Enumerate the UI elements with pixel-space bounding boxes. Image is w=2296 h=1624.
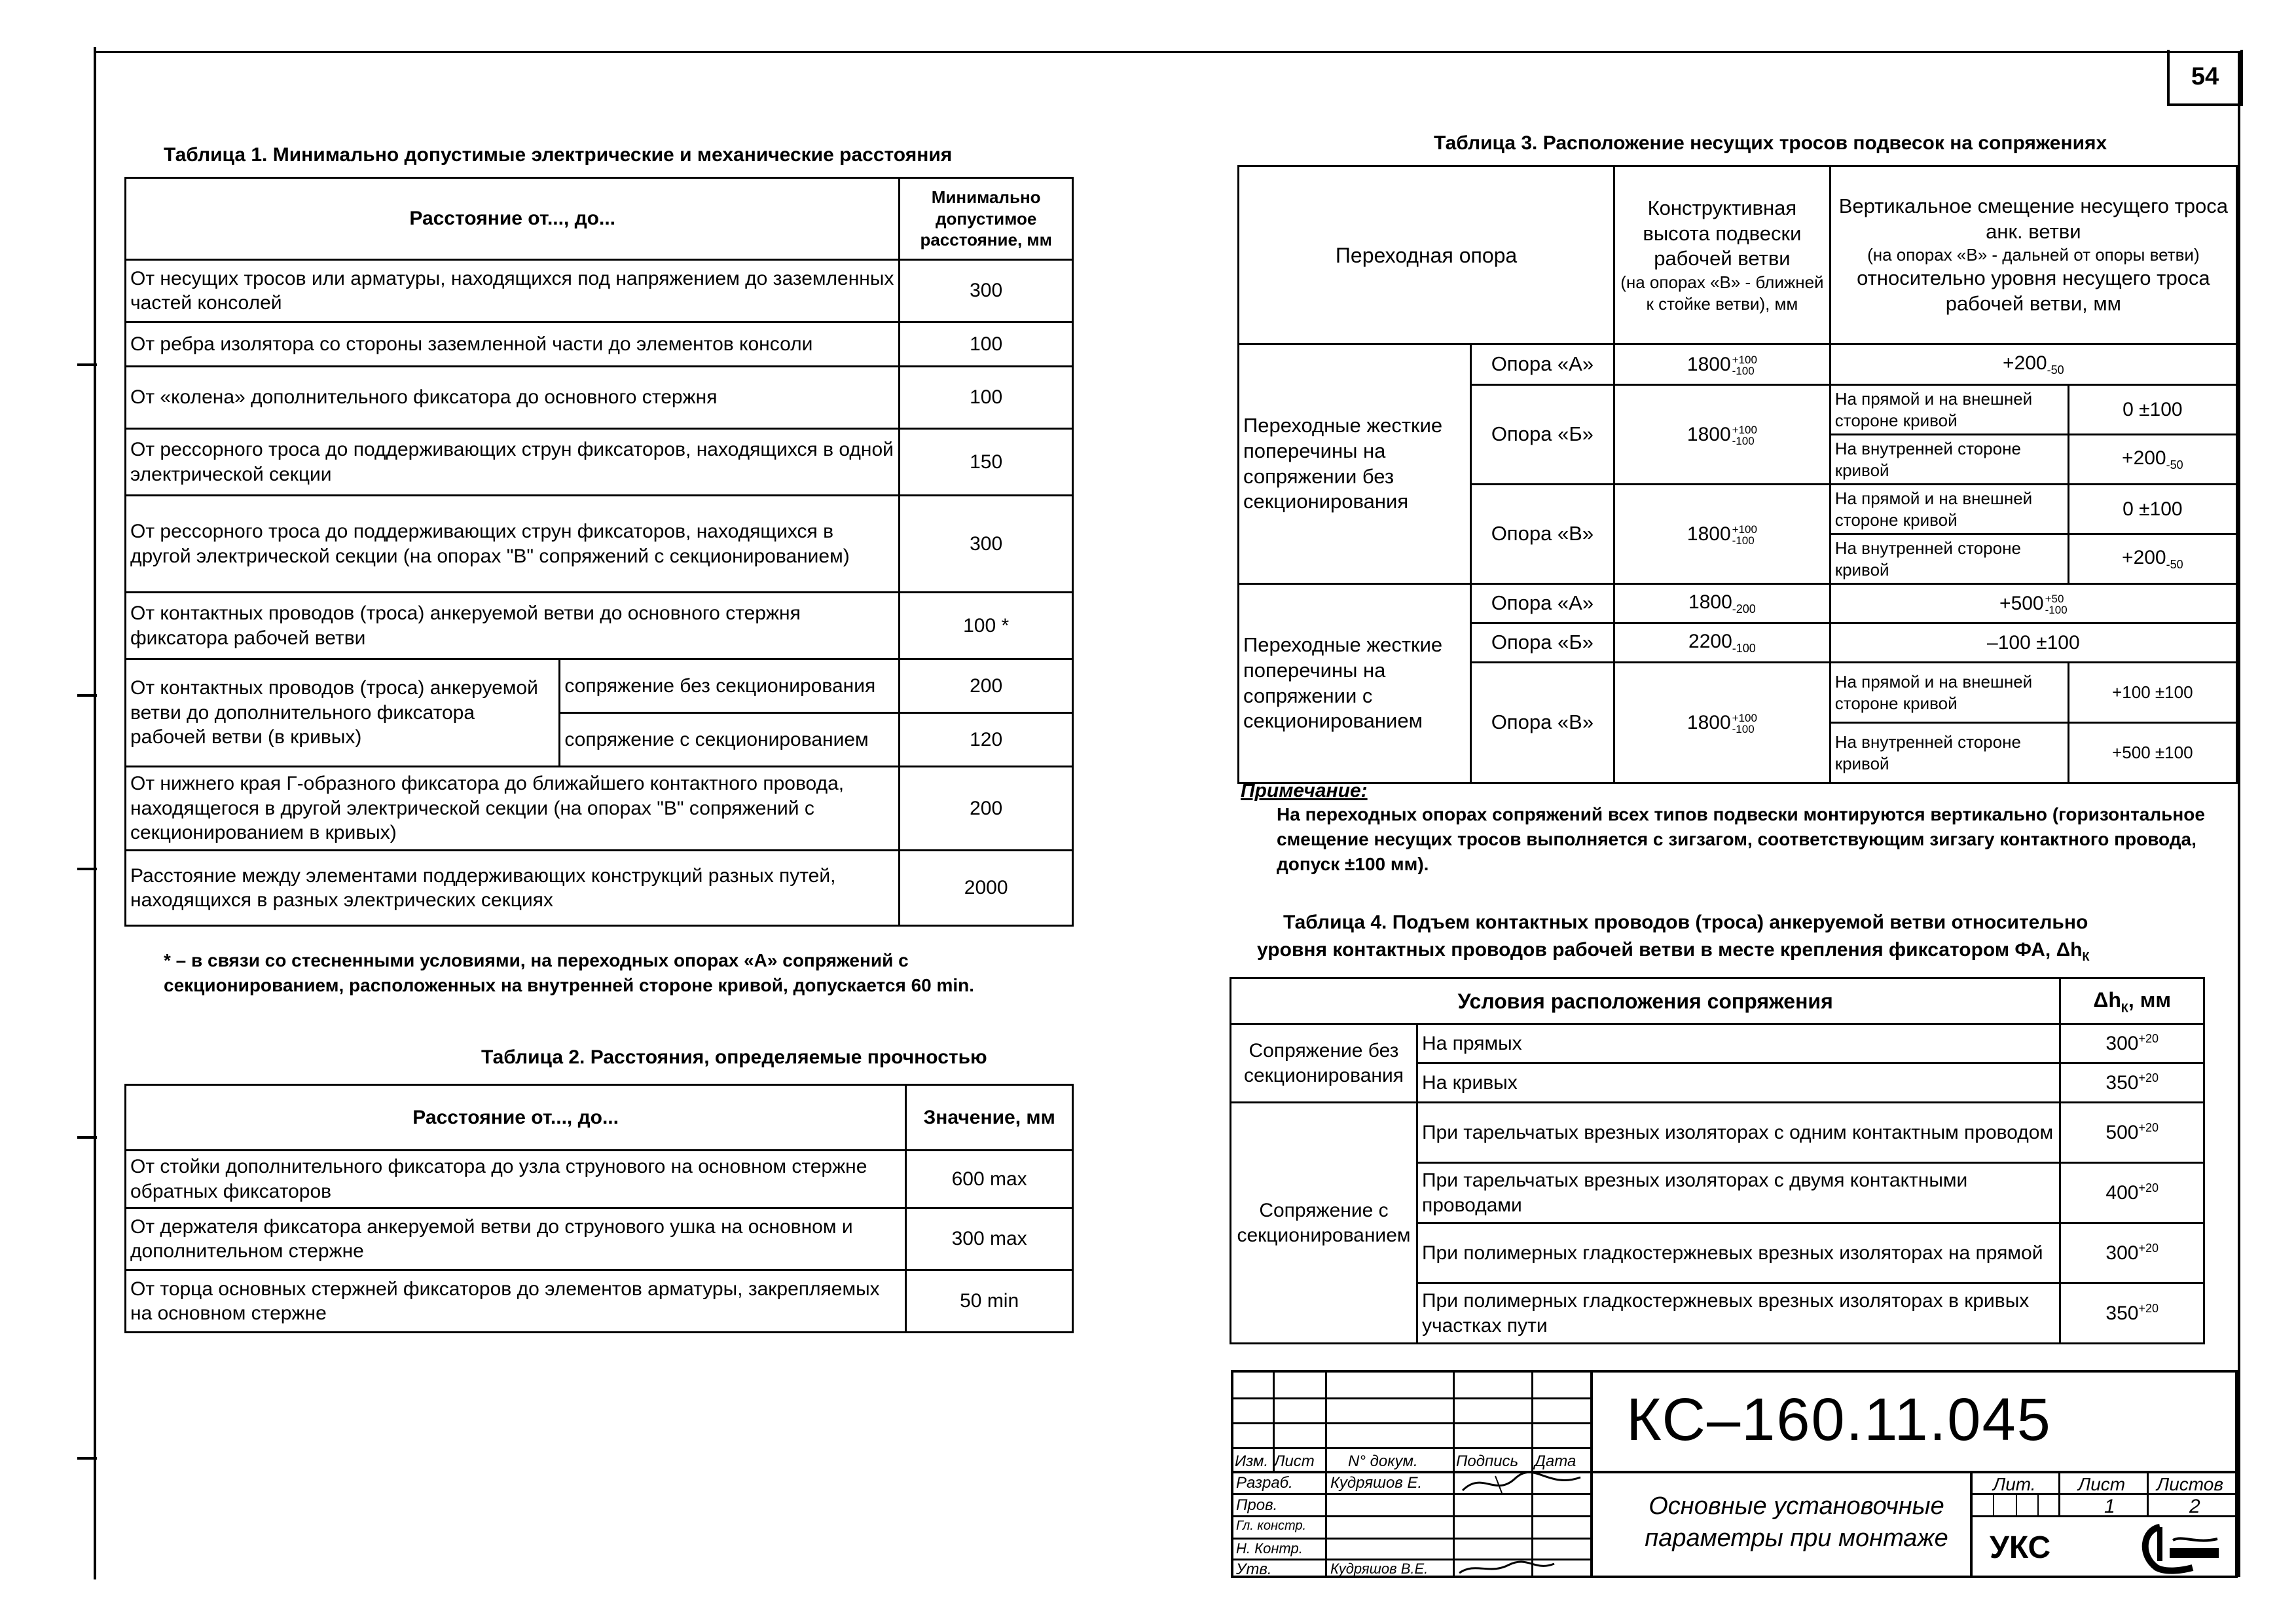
offset-tolerance: -50 — [2047, 363, 2064, 377]
table3-offset — [1830, 584, 2236, 623]
height-value: 1800 — [1686, 423, 1731, 445]
table1-split-val2: 120 — [900, 713, 1073, 767]
height-tolerance: +100 -100 — [1732, 353, 1757, 377]
table4-value: $300^{+20}$ — [2060, 1024, 2204, 1063]
table1-header-min: Минимально допустимое расстояние, мм — [900, 178, 1073, 260]
table3-support-b: Опора «Б» — [1470, 623, 1614, 663]
height-tolerance: +100 -100 — [1732, 423, 1757, 447]
title-block — [1231, 1370, 2238, 1578]
table3-header-height — [1614, 166, 1831, 344]
table3-offset: 0 ±100 — [2068, 485, 2236, 534]
table2-row-value: 600 max — [906, 1151, 1073, 1208]
table4-cond: На кривых — [1417, 1063, 2060, 1103]
table2-row-value: 50 min — [906, 1270, 1073, 1333]
stamp-listov: Листов — [2157, 1474, 2223, 1494]
height-value: 2200 — [1688, 631, 1732, 653]
stamp-author2: Кудряшов В.Е. — [1330, 1560, 1429, 1577]
company-logo-icon — [2134, 1522, 2225, 1574]
stamp-podpis: Подпись — [1456, 1452, 1519, 1470]
stamp-list-num: 1 — [2104, 1496, 2115, 1517]
table1-row-text: От рессорного троса до поддерживающих струн фиксаторов, находящихся в одной электрической секции — [126, 429, 900, 496]
stamp-gk: Гл. констр. — [1236, 1519, 1307, 1533]
table1-row-text: От «колена» дополнительного фиксатора до основного стержня — [126, 367, 900, 429]
table4-value: $500^{+20}$ — [2060, 1103, 2204, 1163]
table3-offset: +500 ±100 — [2068, 723, 2236, 783]
stamp-izm: Изм. — [1235, 1452, 1269, 1470]
table1-row-text: Расстояние между элементами поддерживающих конструкций разных путей, находящихся в разных электрических секциях — [126, 851, 900, 926]
table1-header-distance: Расстояние от..., до... — [126, 178, 900, 260]
height-tolerance: -200 — [1732, 602, 1756, 616]
table1-row-value: 2000 — [900, 851, 1073, 926]
table4-cond: При полимерных гладкостержневых врезных изоляторах в кривых участках пути — [1417, 1283, 2060, 1344]
table-row — [126, 1151, 1073, 1208]
table3-note-title: Примечание: — [1241, 780, 1368, 802]
table4-value: $400^{+20}$ — [2060, 1163, 2204, 1223]
table3-offset — [2068, 534, 2236, 584]
table-row — [126, 767, 1073, 851]
table3-cond-straight: На прямой и на внешней стороне кривой — [1830, 485, 2068, 534]
table3-height — [1614, 344, 1831, 385]
table-row — [126, 260, 1073, 322]
table3-support-v: Опора «В» — [1470, 485, 1614, 584]
height-value: 1800 — [1686, 353, 1731, 375]
height-tolerance: +100 -100 — [1732, 523, 1757, 547]
table4-group1: Сопряжение без секционирования — [1231, 1024, 1417, 1103]
table4-group2: Сопряжение с секционированием — [1231, 1103, 1417, 1344]
height-value: 1800 — [1688, 591, 1732, 614]
table3-header-support: Переходная опора — [1239, 166, 1614, 344]
table3-group2: Переходные жесткие поперечины на сопряжении с секционированием — [1239, 584, 1471, 783]
table2-caption: Таблица 2. Расстояния, определяемые прочностью — [481, 1046, 987, 1068]
table3-height — [1614, 485, 1831, 584]
offset-tolerance: +50 -100 — [2045, 592, 2068, 616]
table-row — [126, 851, 1073, 926]
table4-header-dh: $\Delta h_К$, мм — [2060, 978, 2204, 1024]
table3-height — [1614, 584, 1831, 623]
stamp-utv: Утв. — [1236, 1560, 1272, 1578]
table3-caption: Таблица 3. Расположение несущих тросов подвесок на сопряжениях — [1434, 132, 2107, 154]
offset-value: +200 — [2003, 352, 2047, 375]
table1-row-value: 300 — [900, 260, 1073, 322]
table3-offset: –100 ±100 — [1830, 623, 2236, 663]
table3-height — [1614, 663, 1831, 783]
table3-cond-straight: На прямой и на внешней стороне кривой — [1830, 385, 2068, 435]
table-row — [126, 496, 1073, 593]
table4-value: $300^{+20}$ — [2060, 1223, 2204, 1283]
table-row — [1231, 1103, 2204, 1163]
table1-row-text: От нижнего края Г-образного фиксатора до ближайшего контактного провода, находящегося в другой электрической секции (на опорах "В" сопряжений с секционированием в кривых) — [126, 767, 900, 851]
document-title: Основные установочные параметры при монтаже — [1645, 1492, 1948, 1553]
table1-row-value: 150 — [900, 429, 1073, 496]
table3-group1: Переходные жесткие поперечины на сопряжении без секционирования — [1239, 344, 1471, 584]
table1-split-val1: 200 — [900, 659, 1073, 713]
table4-cond: При тарельчатых врезных изоляторах с одним контактным проводом — [1417, 1103, 2060, 1163]
table4-value: $350^{+20}$ — [2060, 1283, 2204, 1344]
table4-cond: При тарельчатых врезных изоляторах с двумя контактными проводами — [1417, 1163, 2060, 1223]
offset-value: +200 — [2122, 447, 2166, 470]
table1-split-sub2: сопряжение с секционированием — [560, 713, 900, 767]
table3-support-a: Опора «А» — [1470, 584, 1614, 623]
table2-header-value: Значение, мм — [906, 1085, 1073, 1151]
table1-row-value: 300 — [900, 496, 1073, 593]
table3-support-b: Опора «Б» — [1470, 385, 1614, 485]
margin-tick — [77, 694, 97, 697]
stamp-list2: Лист — [2078, 1474, 2126, 1494]
table4-caption-line1: Таблица 4. Подъем контактных проводов (троса) анкеруемой ветви относительно — [1283, 912, 2088, 933]
table3-offset — [2068, 435, 2236, 485]
table-row — [1239, 584, 2237, 623]
margin-tick — [77, 868, 97, 870]
table4-cond: На прямых — [1417, 1024, 2060, 1063]
page-number: 54 — [2167, 50, 2243, 106]
stamp-lit: Лит. — [1993, 1474, 2036, 1494]
table2-row-text: От торца основных стержней фиксаторов до элементов арматуры, закрепляемых на основном стержне — [126, 1270, 906, 1333]
offset-value: +200 — [2122, 547, 2166, 569]
table3-header-height-note: (на опорах «В» - ближней к стойке ветви), мм — [1620, 272, 1824, 314]
table3-header-offset — [1830, 166, 2236, 344]
table4-caption-line2: уровня контактных проводов рабочей ветви в месте крепления фиксатором ФА, $\Delta h_К$ — [1257, 939, 2090, 963]
table1-row-text: От несущих тросов или арматуры, находящихся под напряжением до заземленных частей консолей — [126, 260, 900, 322]
table1-row-value: 100 — [900, 367, 1073, 429]
margin-tick — [77, 363, 97, 366]
offset-tolerance: -50 — [2166, 558, 2183, 572]
table1-row-value: 100 * — [900, 593, 1073, 659]
stamp-listov-num: 2 — [2189, 1496, 2200, 1517]
stamp-org: УКС — [1990, 1530, 2051, 1565]
table-row — [126, 593, 1073, 659]
height-tolerance: +100 -100 — [1732, 711, 1757, 735]
table1-row-text: От ребра изолятора со стороны заземленной части до элементов консоли — [126, 322, 900, 367]
table3 — [1237, 165, 2238, 784]
height-value: 1800 — [1686, 711, 1731, 733]
height-value: 1800 — [1686, 523, 1731, 545]
signature-icon — [1456, 1559, 1561, 1578]
frame-top-border — [94, 51, 2241, 53]
stamp-nk: Н. Контр. — [1236, 1540, 1303, 1557]
table-row — [126, 322, 1073, 367]
table2-row-value: 300 max — [906, 1208, 1073, 1270]
table1-row-text: От контактных проводов (троса) анкеруемой ветви до основного стержня фиксатора рабочей ветви — [126, 593, 900, 659]
table4 — [1230, 977, 2205, 1344]
table3-header-offset-b: (на опорах «В» - дальней от опоры ветви) — [1867, 245, 2200, 265]
table-row — [126, 1270, 1073, 1333]
height-tolerance: -100 — [1732, 642, 1756, 655]
table1-row-text: От рессорного троса до поддерживающих струн фиксаторов, находящихся в другой электрической секции (на опорах "В" сопряжений с секционированием) — [126, 496, 900, 593]
table1-footnote: * – в связи со стесненными условиями, на переходных опорах «А» сопряжений с секционированием, расположенных на внутренней стороне кривой, допускается 60 min. — [164, 950, 975, 995]
table3-header-height-main: Конструктивная высота подвески рабочей ветви — [1643, 196, 1802, 270]
table2-row-text: От держателя фиксатора анкеруемой ветви до струнового ушка на основном и дополнительном стержне — [126, 1208, 906, 1270]
margin-tick — [77, 1136, 97, 1139]
table4-header-conditions: Условия расположения сопряжения — [1231, 978, 2060, 1024]
table3-support-a: Опора «А» — [1470, 344, 1614, 385]
table3-offset — [1830, 344, 2236, 385]
table-row — [126, 659, 1073, 713]
table3-cond-straight: На прямой и на внешней стороне кривой — [1830, 663, 2068, 723]
stamp-ndok: N° докум. — [1348, 1452, 1418, 1470]
table4-value: $350^{+20}$ — [2060, 1063, 2204, 1103]
table3-header-offset-c: относительно уровня несущего троса рабочей ветви, мм — [1857, 266, 2210, 315]
table4-cond: При полимерных гладкостержневых врезных изоляторах на прямой — [1417, 1223, 2060, 1283]
frame-left-border — [94, 47, 96, 1579]
table-row — [1239, 344, 2237, 385]
table1 — [124, 177, 1074, 927]
table-row — [126, 367, 1073, 429]
stamp-razrab: Разраб. — [1236, 1474, 1293, 1492]
table3-support-v: Опора «В» — [1470, 663, 1614, 783]
table3-height — [1614, 623, 1831, 663]
table2-header-distance: Расстояние от..., до... — [126, 1085, 906, 1151]
table3-cond-inner: На внутренней стороне кривой — [1830, 723, 2068, 783]
table3-header-offset-a: Вертикальное смещение несущего троса анк. ветви — [1838, 194, 2229, 243]
stamp-prov: Пров. — [1236, 1496, 1278, 1514]
offset-value: +500 — [1999, 592, 2044, 614]
frame-right-border — [2238, 51, 2240, 1577]
table-row — [126, 429, 1073, 496]
stamp-author: Кудряшов Е. — [1330, 1474, 1423, 1492]
table3-cond-inner: На внутренней стороне кривой — [1830, 534, 2068, 584]
table1-split-text: От контактных проводов (троса) анкеруемой ветви до дополнительного фиксатора рабочей ветви (в кривых) — [126, 659, 560, 767]
stamp-data: Дата — [1535, 1452, 1576, 1470]
table-row — [1231, 1024, 2204, 1063]
margin-tick — [77, 1457, 97, 1460]
table3-offset: 0 ±100 — [2068, 385, 2236, 435]
table2-row-text: От стойки дополнительного фиксатора до узла струнового на основном стержне обратных фиксаторов — [126, 1151, 906, 1208]
table1-split-sub1: сопряжение без секционирования — [560, 659, 900, 713]
table2 — [124, 1084, 1074, 1333]
table1-row-value: 200 — [900, 767, 1073, 851]
table1-caption: Таблица 1. Минимально допустимые электрические и механические расстояния — [164, 144, 953, 166]
table3-offset: +100 ±100 — [2068, 663, 2236, 723]
stamp-list: Лист — [1274, 1452, 1315, 1470]
table-row — [126, 1208, 1073, 1270]
signature-icon — [1456, 1471, 1590, 1497]
document-code: КС–160.11.045 — [1626, 1386, 2052, 1453]
table3-height — [1614, 385, 1831, 485]
table3-cond-inner: На внутренней стороне кривой — [1830, 435, 2068, 485]
table1-row-value: 100 — [900, 322, 1073, 367]
table3-note-text: На переходных опорах сопряжений всех типов подвески монтируются вертикально (горизонтальное смещение несущих тросов выполняется с зигзагом, соответствующим зигзагу контактного провода, допуск ±100 мм). — [1277, 804, 2205, 874]
offset-tolerance: -50 — [2166, 458, 2183, 472]
